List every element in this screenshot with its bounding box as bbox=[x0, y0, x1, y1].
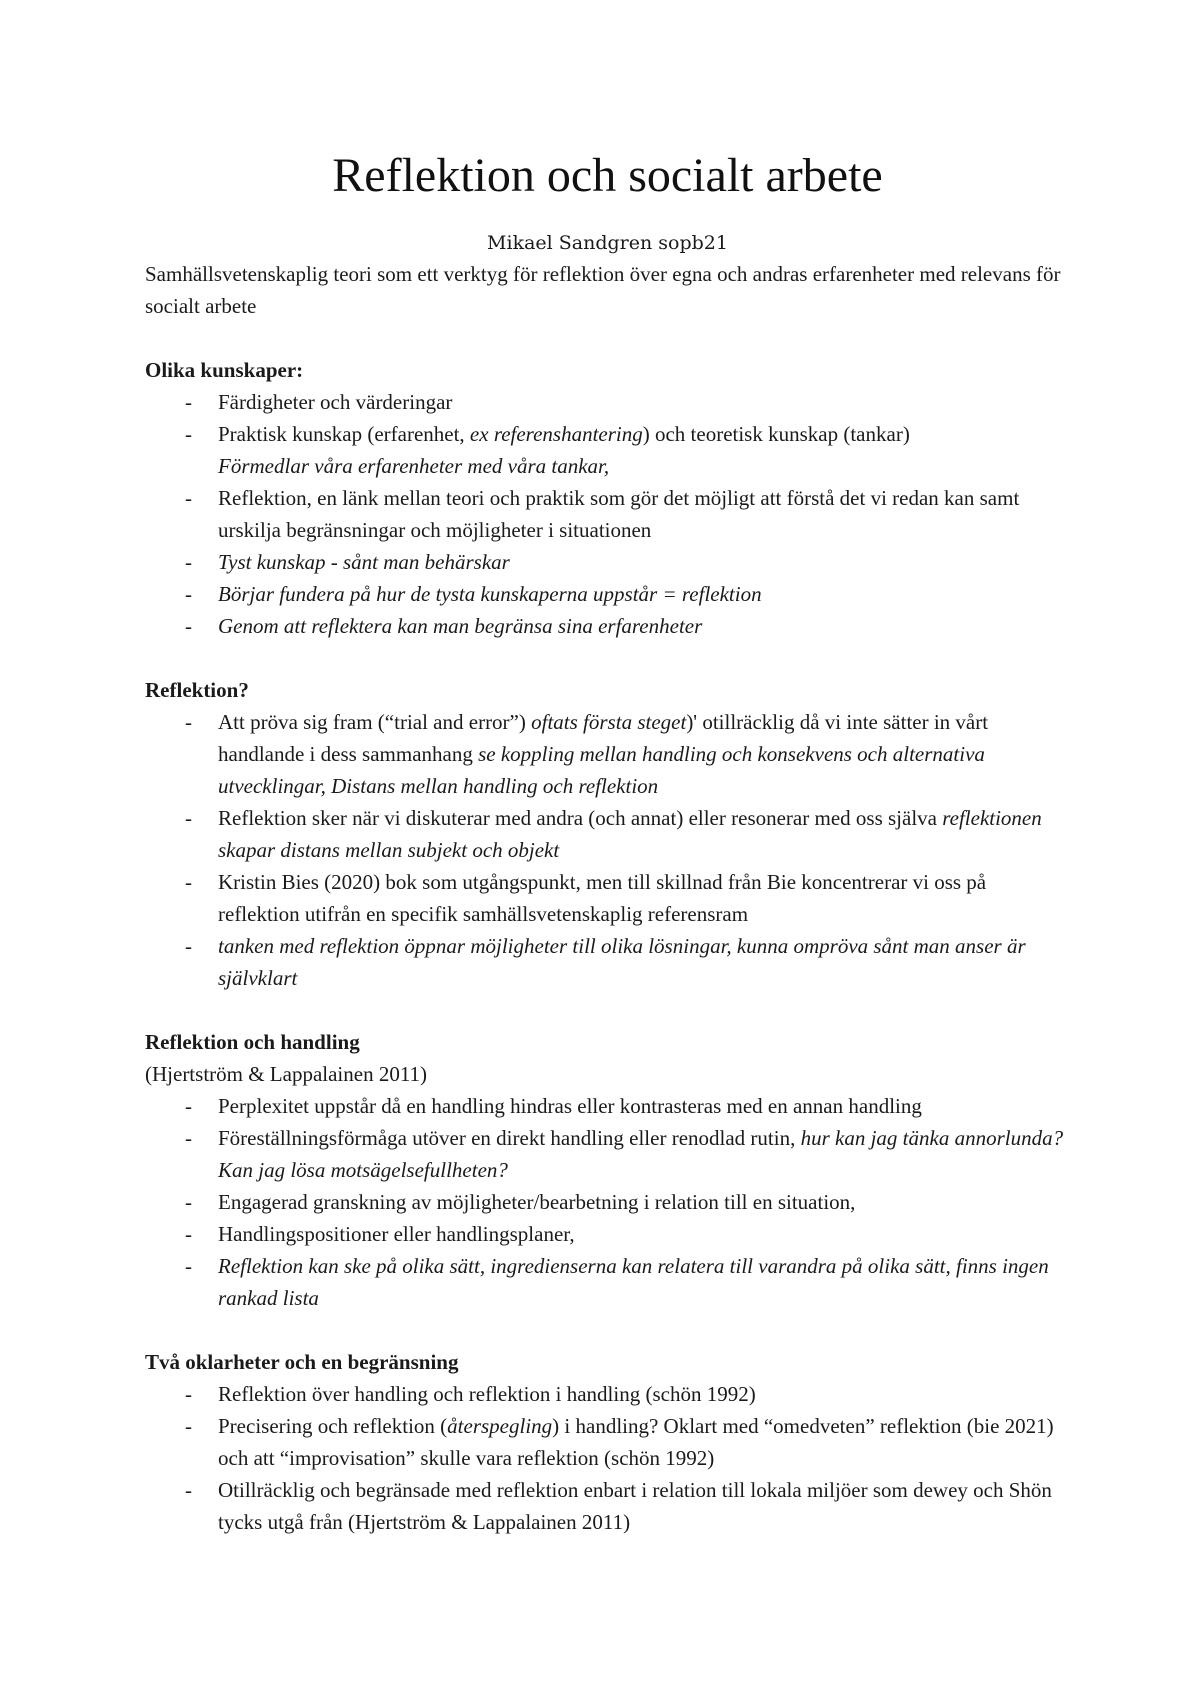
item-text: Reflektion, en länk mellan teori och praktik som gör det möjligt att förstå det vi redan kan samt urskilja begränsningar och möjligheter i situationen bbox=[218, 486, 1020, 542]
list-item bbox=[145, 386, 1070, 418]
section-tva-oklarheter bbox=[145, 1346, 1070, 1538]
section-heading: Reflektion? bbox=[145, 678, 249, 702]
bullet-list bbox=[145, 1090, 1070, 1314]
list-item bbox=[145, 610, 1070, 642]
list-item bbox=[145, 1218, 1070, 1250]
item-text-italic: oftats första steget bbox=[531, 710, 687, 734]
item-text-italic: tanken med reflektion öppnar möjligheter till olika lösningar, kunna ompröva sånt man anser är självklart bbox=[218, 934, 1026, 990]
item-text-italic: återspegling bbox=[447, 1414, 553, 1438]
item-text: Färdigheter och värderingar bbox=[218, 390, 453, 414]
section-reflektion bbox=[145, 674, 1070, 994]
bullet-list bbox=[145, 386, 1070, 642]
item-text-italic: Tyst kunskap - sånt man behärskar bbox=[218, 550, 510, 574]
item-text: Precisering och reflektion ( bbox=[218, 1414, 448, 1438]
list-item bbox=[145, 706, 1070, 802]
item-text: Engagerad granskning av möjligheter/bearbetning i relation till en situation, bbox=[218, 1190, 856, 1214]
author-line: Mikael Sandgren sopb21 bbox=[487, 232, 728, 254]
item-text: Att pröva sig fram (“trial and error”) bbox=[218, 710, 532, 734]
list-item bbox=[145, 578, 1070, 610]
item-text: )' otillräcklig då vi inte sätter in vårt handlande i dess sammanhang bbox=[218, 710, 989, 766]
item-text-italic: reflektionen skapar distans mellan subjekt och objekt bbox=[218, 806, 1042, 862]
item-text: Föreställningsförmåga utöver en direkt handling eller renodlad rutin, bbox=[218, 1126, 801, 1150]
section-heading: Två oklarheter och en begränsning bbox=[145, 1350, 459, 1374]
list-item bbox=[145, 1378, 1070, 1410]
section-heading: Olika kunskaper: bbox=[145, 358, 304, 382]
document-subtitle: Samhällsvetenskaplig teori som ett verktyg för reflektion över egna och andras erfarenheter med relevans för socialt arbete bbox=[145, 262, 1061, 318]
item-text: ) och teoretisk kunskap (tankar) bbox=[642, 422, 910, 446]
list-item bbox=[145, 930, 1070, 994]
list-item bbox=[145, 802, 1070, 866]
item-text: ) i handling? Oklart med “omedveten” reflektion (bie 2021) och att “improvisation” skulle vara reflektion (schön 1992) bbox=[218, 1414, 1054, 1470]
section-olika-kunskaper bbox=[145, 354, 1070, 642]
item-text-italic: Reflektion kan ske på olika sätt, ingredienserna kan relatera till varandra på olika sätt, finns ingen rankad lista bbox=[218, 1254, 1049, 1310]
list-item bbox=[145, 1186, 1070, 1218]
item-text: Reflektion över handling och reflektion i handling (schön 1992) bbox=[218, 1382, 756, 1406]
list-item bbox=[145, 1410, 1070, 1474]
document-body bbox=[145, 148, 1070, 1538]
bullet-list bbox=[145, 706, 1070, 994]
item-text-italic: ex referenshantering bbox=[469, 422, 643, 446]
list-item bbox=[145, 1250, 1070, 1314]
list-item bbox=[145, 866, 1070, 930]
item-text-italic: Börjar fundera på hur de tysta kunskaperna uppstår = reflektion bbox=[218, 582, 762, 606]
citation: (Hjertström & Lappalainen 2011) bbox=[145, 1062, 428, 1086]
item-text: Perplexitet uppstår då en handling hindras eller kontrasteras med en annan handling bbox=[218, 1094, 922, 1118]
list-item bbox=[145, 1474, 1070, 1538]
item-text: Otillräcklig och begränsade med reflektion enbart i relation till lokala miljöer som dewey och Shön tycks utgå från (Hjertström & Lappalainen 2011) bbox=[218, 1478, 1052, 1534]
bullet-list bbox=[145, 1378, 1070, 1538]
section-heading: Reflektion och handling bbox=[145, 1030, 360, 1054]
item-text-italic: hur kan jag tänka annorlunda? Kan jag lösa motsägelsefullheten? bbox=[218, 1126, 1064, 1182]
list-item bbox=[145, 1090, 1070, 1122]
item-text: Handlingspositioner eller handlingsplaner, bbox=[218, 1222, 575, 1246]
item-text-italic: se koppling mellan handling och konsekvens och alternativa utvecklingar, Distans mellan handling och reflektion bbox=[218, 742, 985, 798]
item-text-italic: Genom att reflektera kan man begränsa sina erfarenheter bbox=[218, 614, 703, 638]
section-reflektion-och-handling bbox=[145, 1026, 1070, 1314]
item-text: Praktisk kunskap (erfarenhet, bbox=[218, 422, 470, 446]
page-title: Reflektion och socialt arbete bbox=[332, 149, 883, 202]
list-item bbox=[145, 482, 1070, 546]
list-item bbox=[145, 546, 1070, 578]
list-item bbox=[145, 1122, 1070, 1186]
list-item bbox=[145, 418, 1070, 482]
item-text: Kristin Bies (2020) bok som utgångspunkt, men till skillnad från Bie koncentrerar vi oss på reflektion utifrån en specifik samhällsvetenskaplig referensram bbox=[218, 870, 987, 926]
item-text-italic: Förmedlar våra erfarenheter med våra tankar, bbox=[218, 454, 610, 478]
item-text: Reflektion sker när vi diskuterar med andra (och annat) eller resonerar med oss själva bbox=[218, 806, 943, 830]
